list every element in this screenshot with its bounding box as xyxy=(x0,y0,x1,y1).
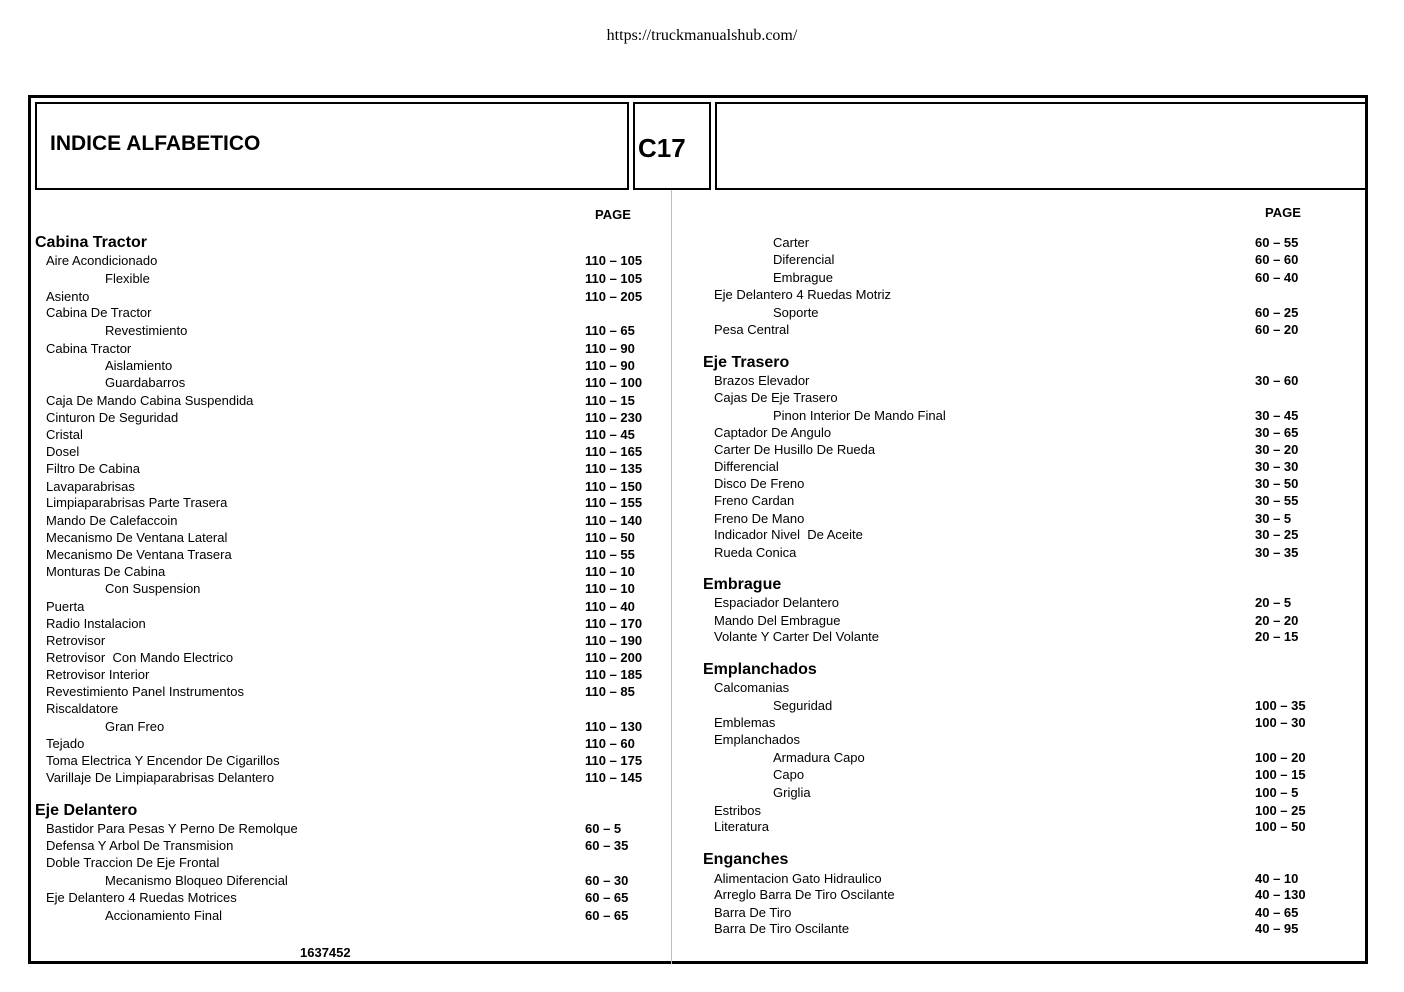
index-entry xyxy=(46,564,645,581)
index-entry-page: 100 – 5 xyxy=(1255,785,1299,800)
index-entry-page: 40 – 65 xyxy=(1255,905,1299,920)
index-entry-label: Captador De Angulo xyxy=(714,425,832,440)
index-entry xyxy=(46,547,645,564)
index-entry-label: Cabina Tractor xyxy=(46,341,132,356)
index-entry-page: 100 – 30 xyxy=(1255,715,1306,730)
index-entry xyxy=(46,530,645,547)
index-entry-page: 110 – 190 xyxy=(585,633,643,648)
index-entry-label: Gran Freo xyxy=(105,719,165,734)
index-entry-label: Rueda Conica xyxy=(714,545,797,560)
index-entry-label: Diferencial xyxy=(773,252,835,267)
index-entry-label: Accionamiento Final xyxy=(105,908,223,923)
index-entry xyxy=(773,767,1315,784)
index-entry xyxy=(46,890,645,907)
index-entry-label: Calcomanias xyxy=(714,680,790,695)
index-entry-label: Aire Acondicionado xyxy=(46,253,158,268)
section-heading: Eje Delantero xyxy=(35,802,138,819)
index-entry-page: 20 – 20 xyxy=(1255,613,1299,628)
index-entry xyxy=(46,770,645,787)
index-entry-page: 60 – 65 xyxy=(585,908,629,923)
index-entry-label: Eje Delantero 4 Ruedas Motriz xyxy=(714,287,892,302)
index-entry-label: Arreglo Barra De Tiro Oscilante xyxy=(714,887,895,902)
index-entry-label: Volante Y Carter Del Volante xyxy=(714,629,880,644)
left-page-header: PAGE xyxy=(595,207,631,222)
index-entry xyxy=(714,819,1315,836)
index-entry-label: Capo xyxy=(773,767,805,782)
index-entry-page: 110 – 40 xyxy=(585,599,635,614)
index-entry-label: Carter De Husillo De Rueda xyxy=(714,442,876,457)
index-entry-page: 110 – 170 xyxy=(585,616,643,631)
index-entry-label: Mando De Calefaccoin xyxy=(46,513,178,528)
index-entry xyxy=(714,715,1315,732)
index-entry-page: 110 – 155 xyxy=(585,495,643,510)
index-entry-label: Pinon Interior De Mando Final xyxy=(773,408,946,423)
index-entry xyxy=(46,253,645,270)
index-entry xyxy=(46,341,645,358)
index-entry xyxy=(46,393,645,410)
index-entry-page: 110 – 175 xyxy=(585,753,643,768)
index-entry-page: 110 – 130 xyxy=(585,719,643,734)
index-entry xyxy=(773,785,1315,802)
index-entry-label: Con Suspension xyxy=(105,581,201,596)
index-entry-page: 110 – 60 xyxy=(585,736,635,751)
index-entry-page: 60 – 5 xyxy=(585,821,622,836)
index-entry-label: Guardabarros xyxy=(105,375,186,390)
title-box xyxy=(35,102,629,190)
index-entry xyxy=(46,855,645,872)
index-entry-label: Cinturon De Seguridad xyxy=(46,410,179,425)
index-entry xyxy=(46,305,645,322)
index-entry xyxy=(714,629,1315,646)
index-entry-page: 30 – 35 xyxy=(1255,545,1299,560)
index-entry-page: 60 – 25 xyxy=(1255,305,1299,320)
index-entry xyxy=(714,921,1315,938)
index-entry-label: Mando Del Embrague xyxy=(714,613,841,628)
section-code: C17 xyxy=(638,133,686,163)
index-entry-label: Bastidor Para Pesas Y Perno De Remolque xyxy=(46,821,298,836)
index-entry-label: Brazos Elevador xyxy=(714,373,810,388)
index-entry xyxy=(105,581,645,598)
index-entry xyxy=(46,513,645,530)
index-entry-page: 110 – 50 xyxy=(585,530,635,545)
index-entry-label: Mecanismo De Ventana Trasera xyxy=(46,547,232,562)
index-entry xyxy=(105,719,645,736)
index-entry-page: 30 – 20 xyxy=(1255,442,1299,457)
index-entry-label: Estribos xyxy=(714,803,761,818)
index-entry xyxy=(714,887,1315,904)
index-entry-page: 30 – 55 xyxy=(1255,493,1299,508)
index-entry-label: Armadura Capo xyxy=(773,750,865,765)
index-entry-page: 60 – 65 xyxy=(585,890,629,905)
index-entry-page: 110 – 65 xyxy=(585,323,635,338)
column-divider xyxy=(671,190,672,964)
index-entry-label: Doble Traccion De Eje Frontal xyxy=(46,855,220,870)
index-entry-label: Varillaje De Limpiaparabrisas Delantero xyxy=(46,770,275,785)
index-entry xyxy=(46,461,645,478)
index-entry-page: 110 – 15 xyxy=(585,393,635,408)
index-entry-page: 40 – 130 xyxy=(1255,887,1306,902)
index-entry-page: 60 – 35 xyxy=(585,838,629,853)
index-entry-label: Puerta xyxy=(46,599,85,614)
index-entry-page: 60 – 30 xyxy=(585,873,629,888)
index-entry-page: 110 – 135 xyxy=(585,461,643,476)
source-url: https://truckmanualshub.com/ xyxy=(606,27,798,44)
index-entry-label: Retrovisor Interior xyxy=(46,667,150,682)
index-entry xyxy=(46,289,645,306)
index-entry-label: Revestimiento Panel Instrumentos xyxy=(46,684,244,699)
index-entry-page: 110 – 205 xyxy=(585,289,643,304)
index-entry xyxy=(773,252,1315,269)
index-entry-page: 110 – 230 xyxy=(585,410,643,425)
index-entry-page: 20 – 5 xyxy=(1255,595,1292,610)
index-entry-page: 20 – 15 xyxy=(1255,629,1299,644)
index-entry xyxy=(714,322,1315,339)
index-entry-page: 30 – 30 xyxy=(1255,459,1299,474)
index-entry xyxy=(714,425,1315,442)
index-entry-label: Tejado xyxy=(46,736,85,751)
index-entry xyxy=(714,545,1315,562)
index-entry-page: 100 – 25 xyxy=(1255,803,1306,818)
index-entry-page: 30 – 5 xyxy=(1255,511,1292,526)
index-entry xyxy=(773,235,1315,252)
index-entry-label: Asiento xyxy=(46,289,90,304)
index-entry xyxy=(46,667,645,684)
blank-header-box xyxy=(715,102,1367,190)
index-entry-label: Limpiaparabrisas Parte Trasera xyxy=(46,495,228,510)
index-entry-label: Radio Instalacion xyxy=(46,616,146,631)
index-entry-label: Riscaldatore xyxy=(46,701,119,716)
index-entry-page: 110 – 100 xyxy=(585,375,643,390)
index-entry xyxy=(46,479,645,496)
index-entry xyxy=(46,427,645,444)
index-entry-label: Cabina De Tractor xyxy=(46,305,152,320)
index-entry xyxy=(105,358,645,375)
index-entry-page: 110 – 165 xyxy=(585,444,643,459)
index-entry-label: Griglia xyxy=(773,785,811,800)
index-entry xyxy=(46,444,645,461)
index-entry-label: Soporte xyxy=(773,305,819,320)
index-entry-page: 100 – 15 xyxy=(1255,767,1306,782)
index-entry-label: Seguridad xyxy=(773,698,833,713)
index-entry-label: Cristal xyxy=(46,427,83,442)
index-entry-page: 60 – 40 xyxy=(1255,270,1299,285)
index-entry-page: 30 – 25 xyxy=(1255,527,1299,542)
index-entry-page: 110 – 105 xyxy=(585,253,643,268)
index-entry xyxy=(105,323,645,340)
index-entry xyxy=(714,613,1315,630)
section-heading: Cabina Tractor xyxy=(35,234,148,251)
index-entry xyxy=(714,373,1315,390)
index-entry-page: 100 – 20 xyxy=(1255,750,1306,765)
index-entry-label: Embrague xyxy=(773,270,833,285)
index-entry xyxy=(714,511,1315,528)
index-entry-label: Barra De Tiro Oscilante xyxy=(714,921,850,936)
index-entry-page: 110 – 150 xyxy=(585,479,643,494)
index-entry xyxy=(46,633,645,650)
index-entry xyxy=(714,680,1315,697)
index-entry xyxy=(773,408,1315,425)
section-heading: Embrague xyxy=(703,576,782,593)
index-entry-label: Mecanismo Bloqueo Diferencial xyxy=(105,873,288,888)
index-entry-page: 110 – 200 xyxy=(585,650,643,665)
index-entry-label: Emblemas xyxy=(714,715,776,730)
index-entry-page: 110 – 90 xyxy=(585,358,635,373)
index-entry xyxy=(46,753,645,770)
document-number: 1637452 xyxy=(300,945,351,960)
index-entry xyxy=(714,390,1315,407)
index-entry xyxy=(714,287,1315,304)
index-entry xyxy=(714,527,1315,544)
index-entry-page: 60 – 60 xyxy=(1255,252,1299,267)
index-entry-page: 60 – 20 xyxy=(1255,322,1299,337)
index-entry-label: Freno Cardan xyxy=(714,493,795,508)
index-entry-label: Dosel xyxy=(46,444,80,459)
index-entry-label: Retrovisor xyxy=(46,633,106,648)
index-entry-label: Eje Delantero 4 Ruedas Motrices xyxy=(46,890,237,905)
right-page-header: PAGE xyxy=(1265,205,1301,220)
index-entry-page: 60 – 55 xyxy=(1255,235,1299,250)
index-entry-label: Caja De Mando Cabina Suspendida xyxy=(46,393,254,408)
index-entry xyxy=(714,871,1315,888)
index-entry-page: 110 – 55 xyxy=(585,547,635,562)
index-entry-label: Emplanchados xyxy=(714,732,800,747)
index-entry-page: 30 – 45 xyxy=(1255,408,1299,423)
index-entry xyxy=(46,410,645,427)
index-entry-label: Filtro De Cabina xyxy=(46,461,140,476)
index-entry xyxy=(46,821,645,838)
index-entry-page: 30 – 50 xyxy=(1255,476,1299,491)
index-entry xyxy=(105,908,645,925)
index-entry xyxy=(105,271,645,288)
section-heading: Eje Trasero xyxy=(703,354,790,371)
index-entry-page: 30 – 65 xyxy=(1255,425,1299,440)
index-entry-label: Aislamiento xyxy=(105,358,173,373)
index-entry xyxy=(714,493,1315,510)
section-heading: Emplanchados xyxy=(703,661,817,678)
index-entry-page: 40 – 10 xyxy=(1255,871,1299,886)
index-entry-page: 110 – 185 xyxy=(585,667,643,682)
code-box xyxy=(633,102,711,190)
index-entry-page: 110 – 45 xyxy=(585,427,635,442)
index-entry-label: Espaciador Delantero xyxy=(714,595,840,610)
index-entry-label: Freno De Mano xyxy=(714,511,805,526)
index-entry-page: 110 – 10 xyxy=(585,581,635,596)
index-entry xyxy=(46,684,645,701)
index-entry-label: Differencial xyxy=(714,459,779,474)
index-entry-label: Disco De Freno xyxy=(714,476,805,491)
section-heading: Enganches xyxy=(703,851,789,868)
index-entry-label: Pesa Central xyxy=(714,322,790,337)
index-entry-page: 30 – 60 xyxy=(1255,373,1299,388)
index-entry-label: Mecanismo De Ventana Lateral xyxy=(46,530,228,545)
index-entry-page: 40 – 95 xyxy=(1255,921,1299,936)
index-entry-page: 110 – 140 xyxy=(585,513,643,528)
index-entry xyxy=(46,495,645,512)
index-entry xyxy=(773,750,1315,767)
index-entry xyxy=(46,650,645,667)
index-entry xyxy=(714,905,1315,922)
index-entry xyxy=(105,375,645,392)
index-entry-page: 110 – 90 xyxy=(585,341,635,356)
index-entry xyxy=(46,838,645,855)
index-entry xyxy=(714,803,1315,820)
index-entry xyxy=(714,595,1315,612)
page-title: INDICE ALFABETICO xyxy=(50,132,261,155)
index-entry xyxy=(773,270,1315,287)
index-entry xyxy=(105,873,645,890)
index-entry-label: Revestimiento xyxy=(105,323,188,338)
index-entry xyxy=(46,736,645,753)
index-entry-page: 100 – 50 xyxy=(1255,819,1306,834)
index-entry-label: Monturas De Cabina xyxy=(46,564,166,579)
index-entry xyxy=(714,732,1315,749)
index-entry-label: Carter xyxy=(773,235,810,250)
index-entry-label: Indicador Nivel De Aceite xyxy=(714,527,863,542)
index-entry-label: Lavaparabrisas xyxy=(46,479,135,494)
index-entry xyxy=(773,305,1315,322)
index-entry-label: Literatura xyxy=(714,819,769,834)
index-entry xyxy=(714,476,1315,493)
index-entry-label: Alimentacion Gato Hidraulico xyxy=(714,871,882,886)
index-entry xyxy=(46,616,645,633)
index-entry-label: Toma Electrica Y Encendor De Cigarillos xyxy=(46,753,280,768)
index-entry xyxy=(714,459,1315,476)
index-entry xyxy=(46,701,645,718)
index-entry xyxy=(714,442,1315,459)
index-entry-page: 110 – 145 xyxy=(585,770,643,785)
index-entry-page: 110 – 10 xyxy=(585,564,635,579)
index-entry-label: Barra De Tiro xyxy=(714,905,792,920)
index-entry-label: Defensa Y Arbol De Transmision xyxy=(46,838,234,853)
index-entry-page: 100 – 35 xyxy=(1255,698,1306,713)
index-entry-label: Flexible xyxy=(105,271,150,286)
index-entry xyxy=(46,599,645,616)
index-entry-label: Cajas De Eje Trasero xyxy=(714,390,838,405)
index-entry-label: Retrovisor Con Mando Electrico xyxy=(46,650,234,665)
index-entry-page: 110 – 105 xyxy=(585,271,643,286)
index-entry-page: 110 – 85 xyxy=(585,684,635,699)
index-entry xyxy=(773,698,1315,715)
